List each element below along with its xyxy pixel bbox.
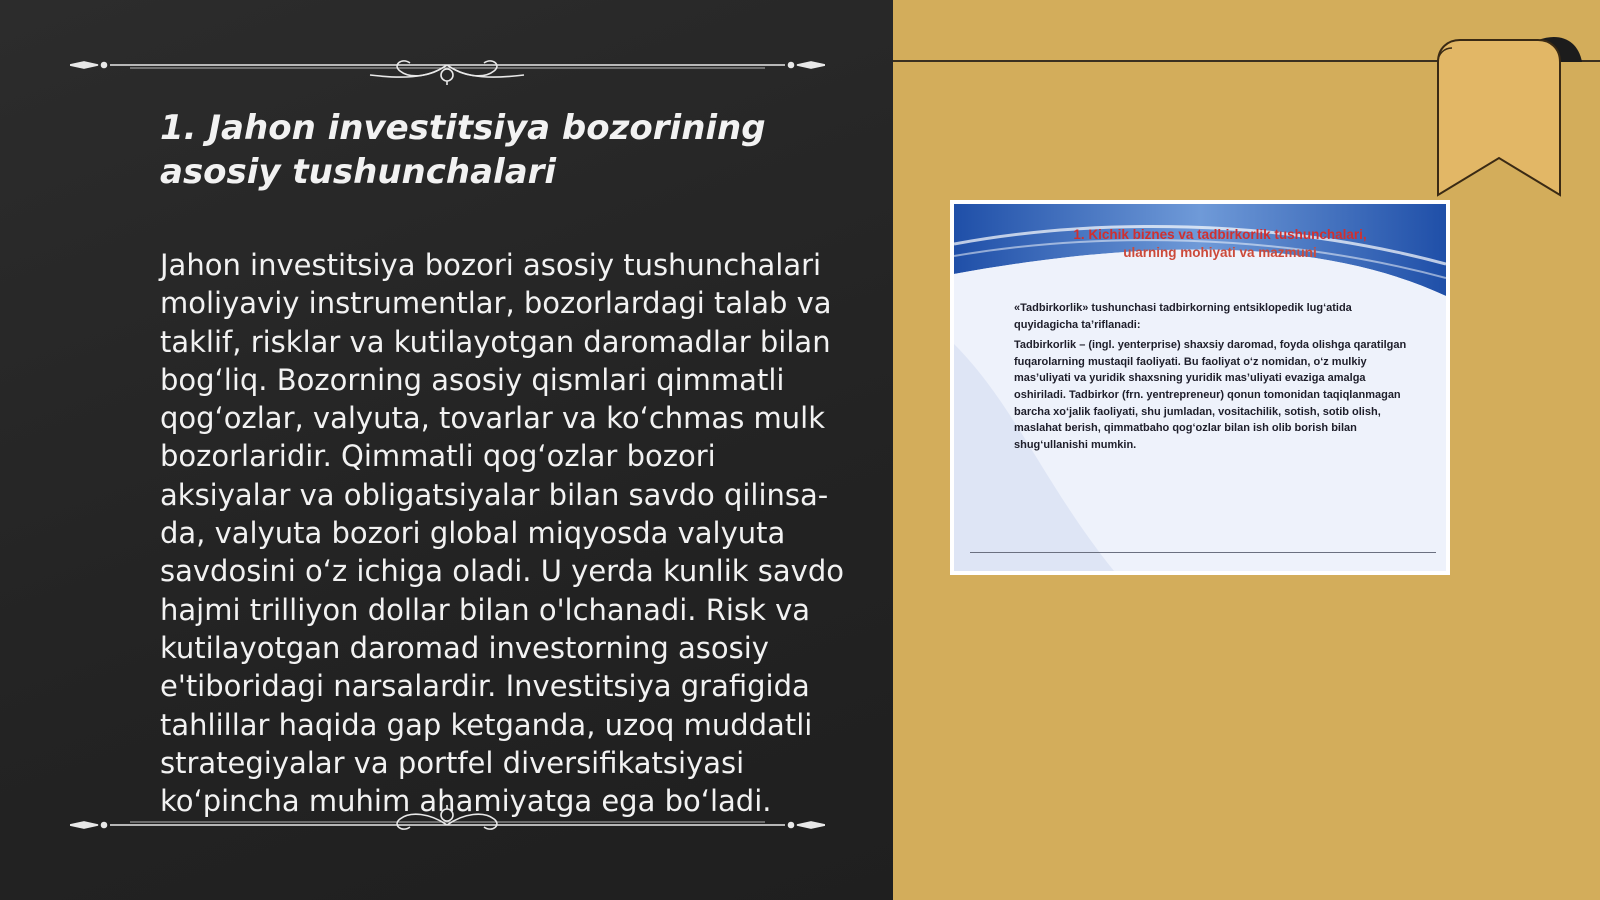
embedded-paragraph-2: Tadbirkorlik – (ingl. yenterprise) shaxsiy daromad, foyda olishga qaratilgan fuqarolarning mustaqil faoliyati. Bu faoliyat o‘z nomidan, o‘z mulkiy mas’uliyati va yuridik shaxsning yuridik mas’uliyati evaziga amalga oshiriladi. Tadbirkor (frn. yentrepreneur) qonun tomonidan taqiqlanmagan barcha xo‘jalik faoliyati, shu jumladan, vositachilik, sotish, sotib olish, maslahat berish, qimmatbaho qog‘ozlar bilan ish olib borish bilan shug‘ullanishi mumkin. xyxy=(1014,339,1407,451)
embedded-title-line1: 1. Kichik biznes va tadbirkorlik tushunchalari, xyxy=(1073,227,1367,242)
top-ornament xyxy=(70,45,825,85)
embedded-slide-image xyxy=(950,200,1450,575)
embedded-paragraph-1: «Tadbirkorlik» tushunchasi tadbirkorning entsiklopedik lug‘atida quyidagicha ta’riflanadi: xyxy=(1014,302,1352,331)
slide-body-text: Jahon investitsiya bozori asosiy tushunchalari moliyaviy instrumentlar, bozorlardagi talab va taklif, risklar va kutilayotgan daromadlar bilan bog‘liq. Bozorning asosiy qismlari qimmatli qog‘ozlar, valyuta, tovarlar va ko‘chmas mulk bozorlaridir. Qimmatli qog‘ozlar bozori aksiyalar va obligatsiyalar bilan savdo qilinsa-da, valyuta bozori global miqyosda valyuta savdosini o‘z ichiga oladi. U yerda kunlik savdo hajmi trilliyon dollar bilan o'lchanadi. Risk va kutilayotgan daromad investorning asosiy e'tiboridagi narsalardir. Investitsiya grafigida tahlillar haqida gap ketganda, uzoq muddatli strategiyalar va portfel diversifikatsiyasi ko‘pincha muhim ahamiyatga ega bo‘ladi. xyxy=(160,248,844,819)
slide-title: 1. Jahon investitsiya bozorining asosiy tushunchalari xyxy=(160,108,766,192)
embedded-slide-text xyxy=(1014,300,1416,457)
bookmark-ribbon-icon xyxy=(1430,30,1590,200)
embedded-footer-line xyxy=(970,552,1436,553)
embedded-title-line2: ularning mohiyati va mazmuni xyxy=(1123,245,1317,260)
embedded-slide-title xyxy=(1014,226,1426,262)
